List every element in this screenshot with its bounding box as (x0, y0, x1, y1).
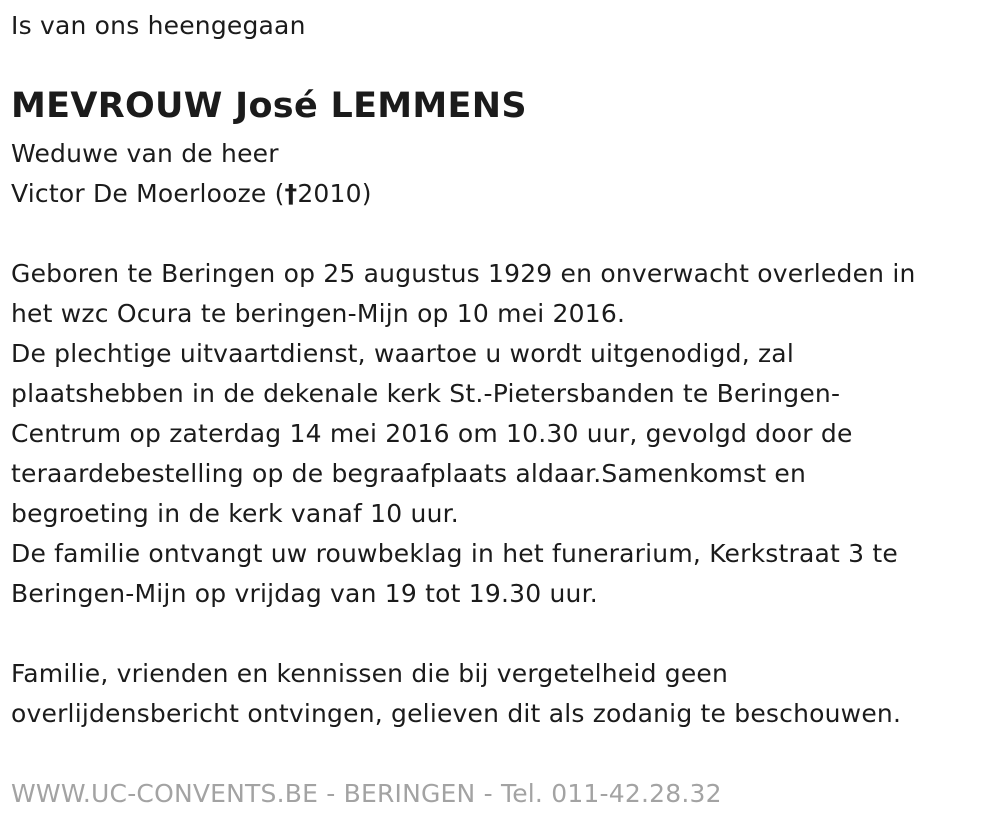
family-note-line: Familie, vrienden en kennissen die bij vergetelheid geen (11, 659, 729, 688)
spouse-death-year: 2010) (297, 179, 372, 208)
detail-line: De familie ontvangt uw rouwbeklag in het funerarium, Kerkstraat 3 te (11, 539, 899, 568)
detail-line: Geboren te Beringen op 25 augustus 1929 en onverwacht overleden in (11, 259, 916, 288)
spouse-block (11, 134, 372, 214)
spouse-line-1: Weduwe van de heer (11, 139, 279, 168)
cross-icon: † (284, 179, 298, 208)
detail-line: plaatshebben in de dekenale kerk St.-Pietersbanden te Beringen- (11, 379, 841, 408)
detail-line: Beringen-Mijn op vrijdag van 19 tot 19.30 uur. (11, 579, 598, 608)
detail-line: Centrum op zaterdag 14 mei 2016 om 10.30 uur, gevolgd door de (11, 419, 853, 448)
detail-line: het wzc Ocura te beringen-Mijn op 10 mei 2016. (11, 299, 626, 328)
family-note-line: overlijdensbericht ontvingen, gelieven dit als zodanig te beschouwen. (11, 699, 902, 728)
detail-line: begroeting in de kerk vanaf 10 uur. (11, 499, 459, 528)
family-note (11, 654, 901, 734)
intro-text: Is van ons heengegaan (11, 11, 306, 40)
spouse-name: Victor De Moerlooze ( (11, 179, 285, 208)
detail-line: De plechtige uitvaartdienst, waartoe u wordt uitgenodigd, zal (11, 339, 794, 368)
funeral-details (11, 254, 916, 614)
detail-line: teraardebestelling op de begraafplaats aldaar.Samenkomst en (11, 459, 807, 488)
footer-contact: WWW.UC-CONVENTS.BE - BERINGEN - Tel. 011-42.28.32 (11, 779, 722, 808)
spouse-line-2 (11, 174, 372, 214)
deceased-name: MEVROUW José LEMMENS (11, 86, 527, 126)
